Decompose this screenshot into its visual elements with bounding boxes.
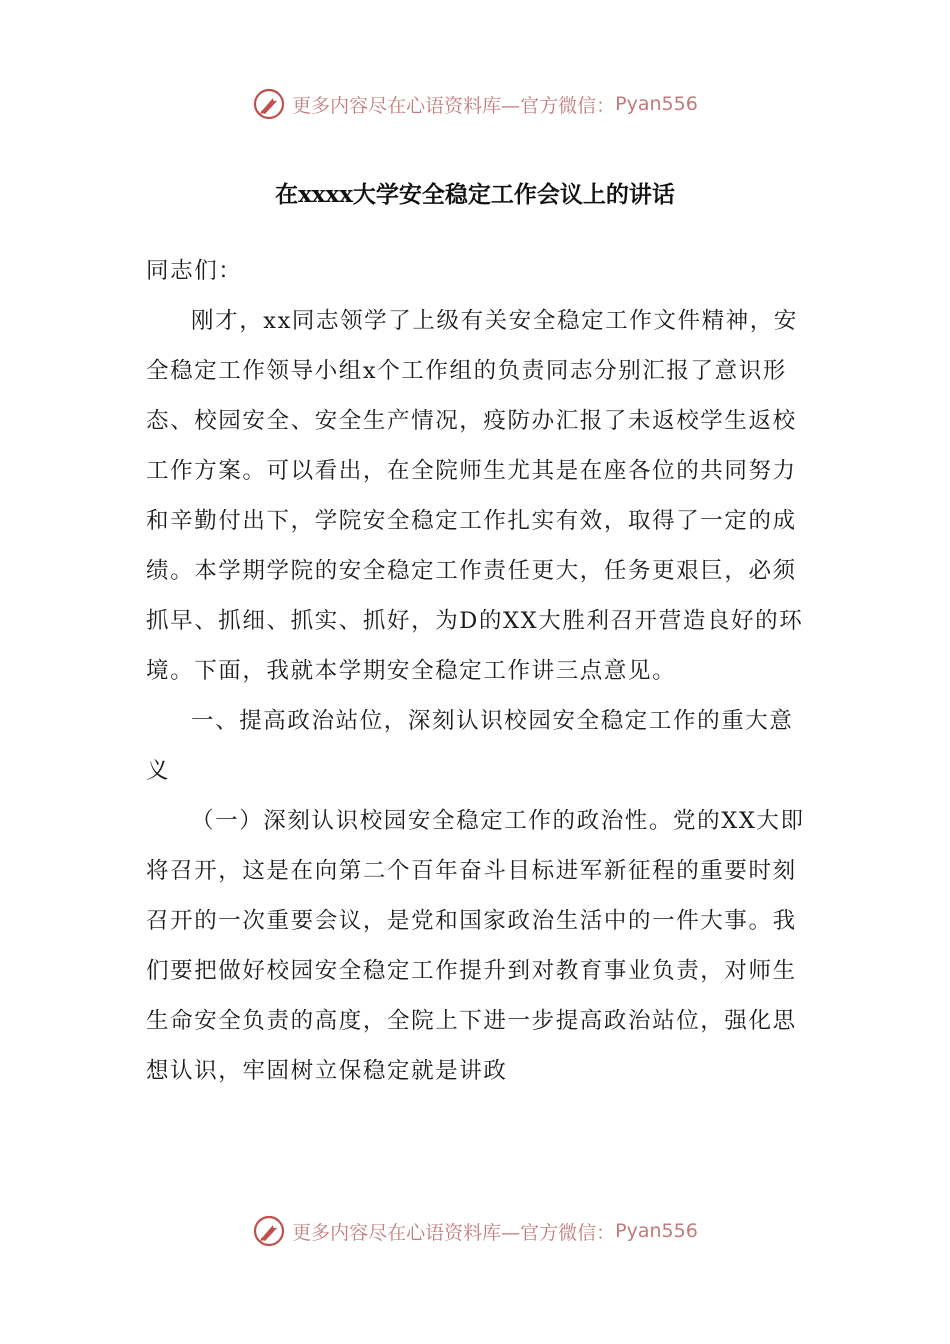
section-heading-1: 一、提高政治站位，深刻认识校园安全稳定工作的重大意义 [146,708,794,784]
pen-nib-circle-icon [252,87,286,121]
document-title: 在xxxx大学安全稳定工作会议上的讲话 [275,181,675,208]
document-body [146,246,808,1096]
salutation: 同志们： [146,258,243,284]
watermark-wechat-id: Pyan556 [615,93,698,115]
watermark-text-cn: 更多内容尽在心语资料库—官方微信： [292,1221,616,1244]
watermark-header [0,84,950,124]
pen-nib-circle-icon [252,1214,286,1248]
watermark-text-cn: 更多内容尽在心语资料库—官方微信： [292,94,616,117]
paragraph-intro: 刚才，xx同志领学了上级有关安全稳定工作文件精神，安全稳定工作领导小组x个工作组的负责同志分别汇报了意识形态、校园安全、安全生产情况，疫防办汇报了未返校学生返校工作方案。可以看出，在全院师生尤其是在座各位的共同努力和辛勤付出下，学院安全稳定工作扎实有效，取得了一定的成绩。本学期学院的安全稳定工作责任更大，任务更艰巨，必须抓早、抓细、抓实、抓好，为D的XX大胜利召开营造良好的环境。下面，我就本学期安全稳定工作讲三点意见。 [146,308,804,684]
watermark-footer [0,1211,950,1251]
watermark-wechat-id: Pyan556 [615,1220,698,1242]
paragraph-1-1: （一）深刻认识校园安全稳定工作的政治性。党的XX大即将召开，这是在向第二个百年奋斗目标进军新征程的重要时刻召开的一次重要会议，是党和国家政治生活中的一件大事。我们要把做好校园安全稳定工作提升到对教育事业负责，对师生生命安全负责的高度，全院上下进一步提高政治站位，强化思想认识，牢固树立保稳定就是讲政 [146,808,805,1084]
